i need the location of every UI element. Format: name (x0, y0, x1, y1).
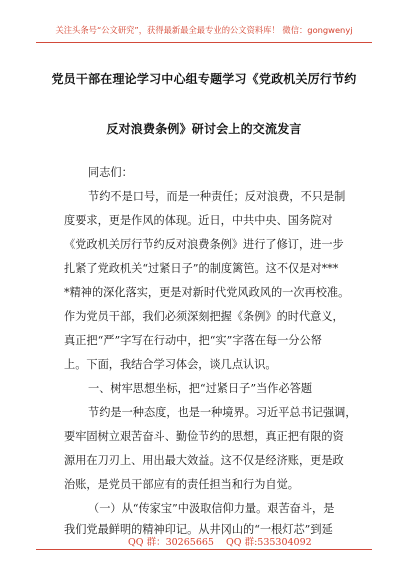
salutation: 同志们： (88, 166, 133, 179)
footer-divider (36, 549, 372, 550)
body-line: 上。下面，我结合学习体会，谈几点认识。 (64, 358, 277, 371)
body-line: 作为党员干部，我们必须深刻把握《条例》的时代意义， (64, 310, 344, 323)
body-line: 要牢固树立艰苦奋斗、勤俭节约的思想，真正把有限的资 (64, 430, 344, 443)
document-title-line-1: 党员干部在理论学习中心组专题学习《党政机关厉行节约 (51, 72, 357, 86)
body-line: 真正把“严”字写在行动中，把“实”字落在每一分公帑 (64, 334, 322, 347)
header-banner: 关注头条号“公文研究”，获得最新最全最专业的公文资料库！ 微信：gongwenyj (55, 25, 353, 35)
body-line: 节约不是口号，而是一种责任；反对浪费，不只是制 (88, 190, 346, 203)
body-line: 治账，是党员干部应有的责任担当和行为自觉。 (64, 478, 299, 491)
body-line: 扎紧了党政机关“过紧日子”的制度篱笆。这不仅是对*** (64, 262, 339, 275)
header-divider (36, 42, 372, 43)
section-heading: 一、树牢思想坐标，把“过紧日子”当作必答题 (88, 382, 313, 395)
body-line: 源用在刀刃上、用出最大效益。这不仅是经济账，更是政 (64, 454, 344, 467)
document-title-line-2: 反对浪费条例》研讨会上的交流发言 (106, 122, 302, 136)
body-line: （一）从“传家宝”中汲取信仰力量。艰苦奋斗，是 (88, 502, 335, 515)
footer-qq-group-right: QQ 群:535304092 (226, 537, 312, 548)
body-line: *精神的深化落实，更是对新时代党风政风的一次再校准。 (64, 286, 350, 299)
body-line: 我们党最鲜明的精神印记。从井冈山的“一根灯芯”到延 (64, 523, 333, 536)
body-line: 节约是一种态度，也是一种境界。习近平总书记强调， (88, 406, 357, 419)
body-line: 度要求，更是作风的体现。近日，中共中央、国务院对 (64, 214, 333, 227)
body-line: 《党政机关厉行节约反对浪费条例》进行了修订，进一步 (64, 238, 344, 251)
footer-qq-group-left: QQ 群：30265665 (128, 537, 214, 548)
